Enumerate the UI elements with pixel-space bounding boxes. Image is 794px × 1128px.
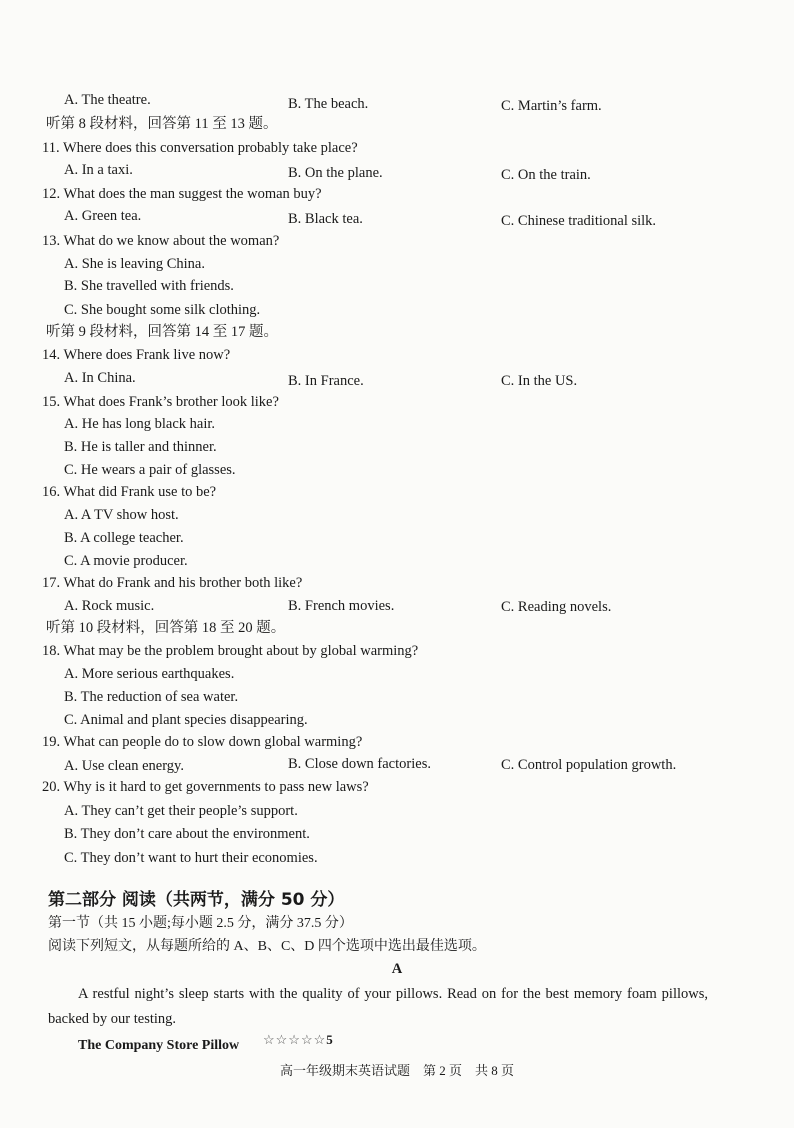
passage-intro: A restful night’s sleep starts with the quality of your pillows. Read on for the best memory foam pillows, backed by our testing. xyxy=(48,986,708,1027)
q13-option-a: A. She is leaving China. xyxy=(64,256,205,272)
q13-option-c: C. She bought some silk clothing. xyxy=(64,302,261,318)
q16-option-b: B. A college teacher. xyxy=(64,530,184,546)
q13-option-b: B. She travelled with friends. xyxy=(64,278,234,294)
q17-stem: 17. What do Frank and his brother both like? xyxy=(42,575,303,591)
q12-option-b: B. Black tea. xyxy=(288,211,363,227)
q12-stem: 12. What does the man suggest the woman buy? xyxy=(42,186,322,202)
rating-stars xyxy=(263,1032,333,1048)
q15-option-b: B. He is taller and thinner. xyxy=(64,439,217,455)
section-10-instruction: 听第 10 段材料，回答第 18 至 20 题。 xyxy=(46,620,286,636)
q11-stem: 11. Where does this conversation probably take place? xyxy=(42,140,358,156)
q15-option-c: C. He wears a pair of glasses. xyxy=(64,462,236,478)
q17-option-c: C. Reading novels. xyxy=(501,599,612,615)
q13-stem: 13. What do we know about the woman? xyxy=(42,233,280,249)
product-title: The Company Store Pillow xyxy=(78,1038,240,1053)
q10-option-a: A. The theatre. xyxy=(64,92,151,108)
q16-option-a: A. A TV show host. xyxy=(64,507,179,523)
q20-option-b: B. They don’t care about the environment. xyxy=(64,826,310,842)
q18-option-a: A. More serious earthquakes. xyxy=(64,666,235,682)
q14-option-a: A. In China. xyxy=(64,370,136,386)
q14-option-c: C. In the US. xyxy=(501,373,578,389)
q20-option-c: C. They don’t want to hurt their economies. xyxy=(64,850,318,866)
page-footer: 高一年级期末英语试题 第 2 页 共 8 页 xyxy=(279,1063,514,1078)
q18-option-b: B. The reduction of sea water. xyxy=(64,689,239,705)
q11-option-b: B. On the plane. xyxy=(288,165,383,181)
q14-stem: 14. Where does Frank live now? xyxy=(42,347,231,363)
q14-option-b: B. In France. xyxy=(288,373,364,389)
section-9-instruction: 听第 9 段材料，回答第 14 至 17 题。 xyxy=(46,324,278,340)
section-1-heading: 第一节（共 15 小题;每小题 2.5 分，满分 37.5 分） xyxy=(48,916,353,931)
q11-option-a: A. In a taxi. xyxy=(64,162,133,178)
q12-option-c: C. Chinese traditional silk. xyxy=(501,213,657,229)
q19-option-a: A. Use clean energy. xyxy=(64,758,184,774)
q17-option-b: B. French movies. xyxy=(288,598,395,614)
q18-stem: 18. What may be the problem brought about by global warming? xyxy=(42,643,419,659)
q15-option-a: A. He has long black hair. xyxy=(64,416,216,432)
passage-label: A xyxy=(391,961,403,977)
q16-stem: 16. What did Frank use to be? xyxy=(42,484,217,500)
section-8-instruction: 听第 8 段材料，回答第 11 至 13 题。 xyxy=(46,116,278,132)
q10-option-b: B. The beach. xyxy=(288,96,369,112)
q10-option-c: C. Martin’s farm. xyxy=(501,98,602,114)
q18-option-c: C. Animal and plant species disappearing. xyxy=(64,712,308,728)
rating-value: 5 xyxy=(326,1032,333,1047)
reading-instruction: 阅读下列短文，从每题所给的 A、B、C、D 四个选项中选出最佳选项。 xyxy=(48,939,486,954)
star-icons: ☆☆☆☆☆ xyxy=(263,1032,327,1047)
part-2-heading: 第二部分 阅读（共两节，满分 50 分） xyxy=(48,890,345,910)
q20-stem: 20. Why is it hard to get governments to pass new laws? xyxy=(42,779,369,795)
q12-option-a: A. Green tea. xyxy=(64,208,142,224)
q19-option-c: C. Control population growth. xyxy=(501,757,677,773)
q19-option-b: B. Close down factories. xyxy=(288,756,431,772)
q11-option-c: C. On the train. xyxy=(501,167,591,183)
q19-stem: 19. What can people do to slow down global warming? xyxy=(42,734,363,750)
q16-option-c: C. A movie producer. xyxy=(64,553,188,569)
q15-stem: 15. What does Frank’s brother look like? xyxy=(42,394,279,410)
q17-option-a: A. Rock music. xyxy=(64,598,155,614)
q20-option-a: A. They can’t get their people’s support. xyxy=(64,803,298,819)
